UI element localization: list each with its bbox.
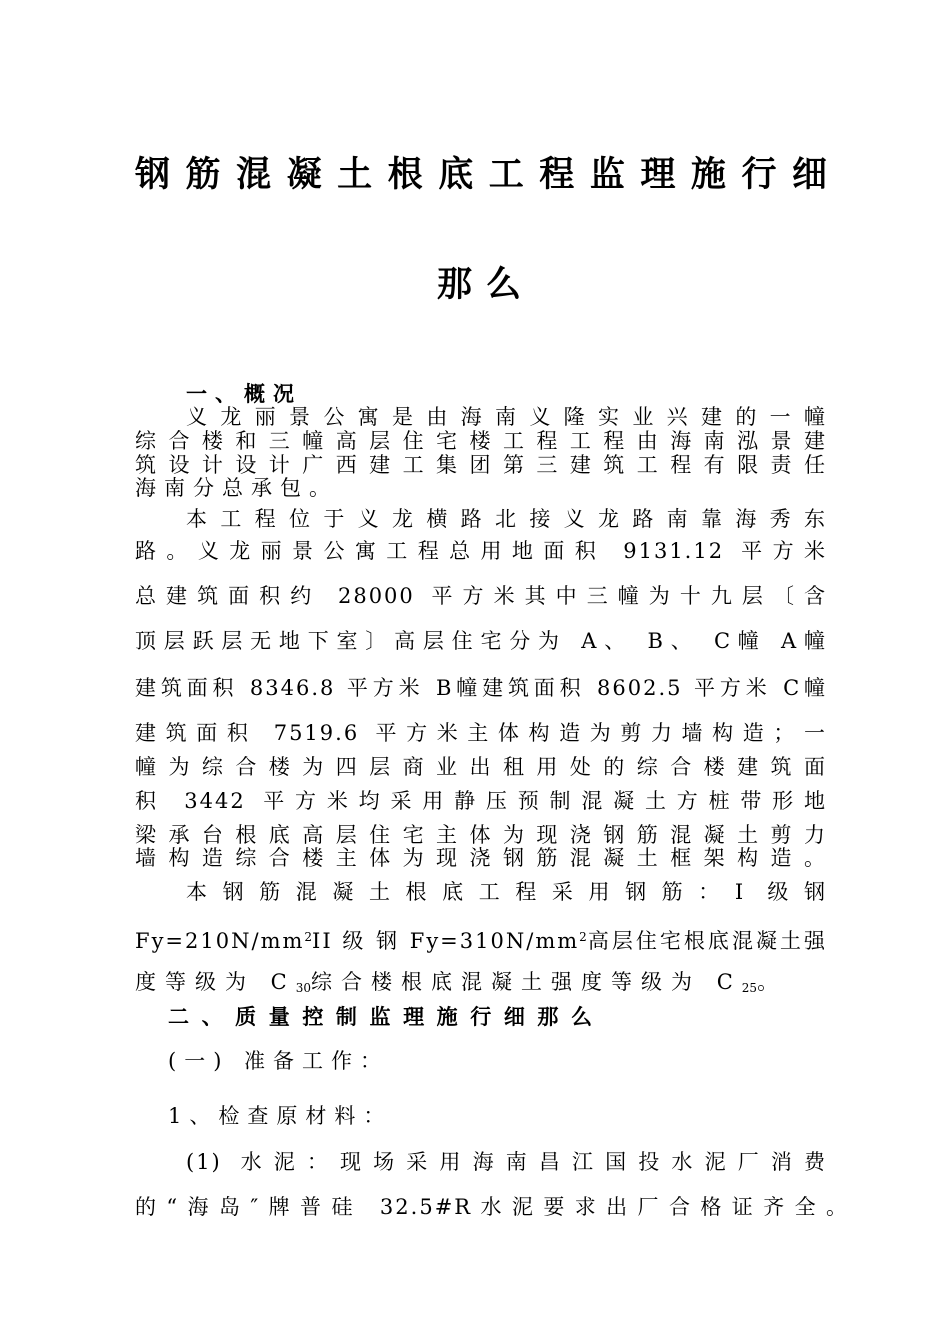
paragraph-line: 顶层跃层无地下室〕高层住宅分为 A、 B、 C幢 A幢 bbox=[135, 629, 827, 653]
paragraph-line: 积 3442 平方米均采用静压预制混凝土方桩带形地 bbox=[135, 789, 827, 813]
paragraph-line: 梁承台根底高层住宅主体为现浇钢筋混凝土剪力 bbox=[135, 823, 827, 847]
paragraph-line: 建筑面积 8346.8 平方米 B幢建筑面积 8602.5 平方米 C幢 bbox=[135, 676, 827, 700]
paragraph-line: 海南分总承包。 bbox=[135, 476, 338, 500]
paragraph-line: 本工程位于义龙横路北接义龙路南靠海秀东 bbox=[186, 507, 827, 531]
paragraph-line: 义龙丽景公寓是由海南义隆实业兴建的一幢 bbox=[186, 405, 827, 429]
paragraph-line: 本钢筋混凝土根底工程采用钢筋：I 级钢 bbox=[186, 880, 827, 904]
paragraph-line: 幢为综合楼为四层商业出租用处的综合楼建筑面 bbox=[135, 755, 827, 779]
paragraph-line: 的“海岛″牌普硅 32.5#R水泥要求出厂合格证齐全。 bbox=[135, 1195, 849, 1219]
paragraph-line: 总建筑面积约 28000 平方米其中三幢为十九层〔含 bbox=[135, 584, 827, 608]
item-heading: 1、检查原材料： bbox=[168, 1104, 393, 1128]
paragraph-line: (1) 水泥：现场采用海南昌江国投水泥厂消费 bbox=[186, 1150, 827, 1174]
paragraph-line: 路。义龙丽景公寓工程总用地面积 9131.12 平方米 bbox=[135, 539, 827, 563]
paragraph-line: 综合楼和三幢高层住宅楼工程工程由海南泓景建 bbox=[135, 429, 827, 453]
document-title-line-1: 钢筋混凝土根底工程监理施行细 bbox=[135, 154, 827, 195]
document-title-line-2: 那么 bbox=[437, 264, 521, 305]
subsection-heading: (一) 准备工作： bbox=[168, 1049, 390, 1073]
paragraph-line: 墙构造综合楼主体为现浇钢筋混凝土框架构造。 bbox=[135, 846, 827, 870]
section-heading-overview: 一、概况 bbox=[186, 381, 302, 406]
section-heading-quality-control: 二、质量控制监理施行细那么 bbox=[168, 1004, 592, 1029]
paragraph-line: 筑设计设计广西建工集团第三建筑工程有限责任 bbox=[135, 453, 827, 477]
paragraph-line: $Fy=210N/mm^2II$ 级 钢 $Fy=310N/mm^2$高层住宅根底混凝土强 bbox=[135, 929, 828, 953]
paragraph-line: 建筑面积 7519.6 平方米主体构造为剪力墙构造；一 bbox=[135, 721, 827, 745]
paragraph-line: 度等级为 $C_{30}$综合楼根底混凝土强度等级为 $C_{25}$。 bbox=[135, 970, 788, 995]
